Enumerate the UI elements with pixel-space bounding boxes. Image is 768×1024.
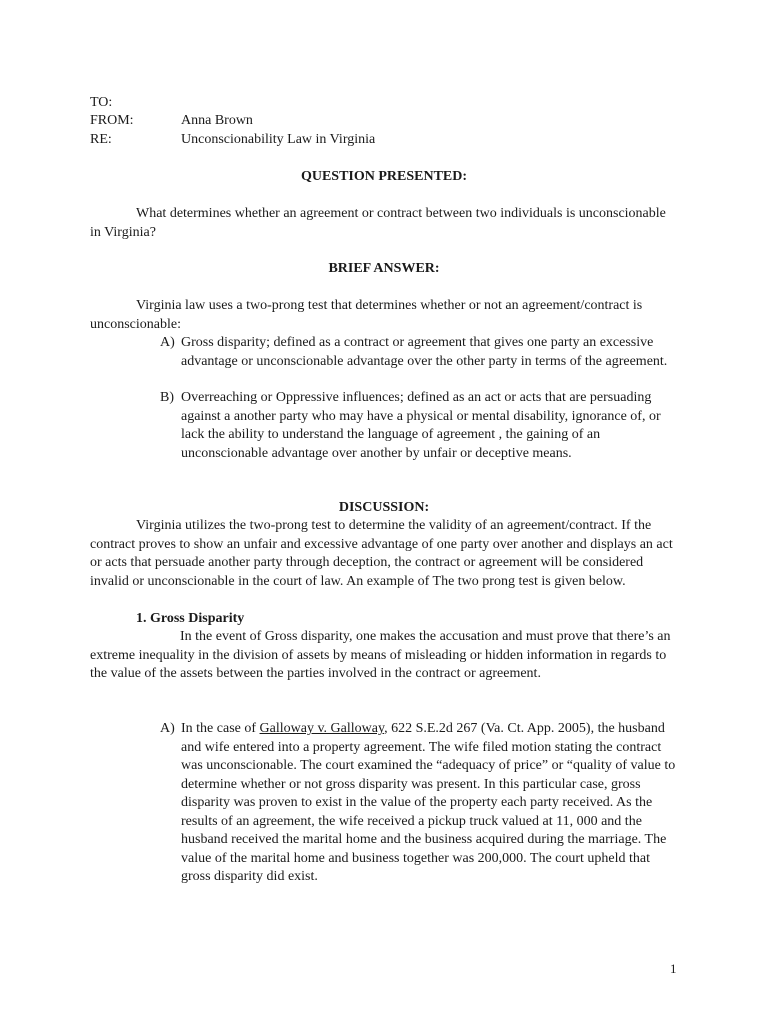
example-post-case: , 622 S.E.2d 267 (Va. Ct. App. 2005), the husband and wife entered into a property agreement. The wife filed motion stating the contract was unconscionable. The court examined the “adequacy of price” or “quality of value to determine whether or not gross disparity was present. In this particular case, gross disparity was proven to exist in the value of the property each party received. As the results of an agreement, the wife received a pickup truck valued at 11, 000 and the husband received the marital home and the business acquired during the marriage. The value of the marital home and business together was 200,000. The court upheld that gross disparity did exist.	[181, 721, 676, 884]
example-pre-case: In the case of	[181, 721, 260, 736]
case-name: Galloway v. Galloway	[259, 721, 385, 736]
gross-disparity-subheading: 1. Gross Disparity	[136, 611, 245, 626]
question-text: What determines whether an agreement or contract between two individuals is unconscionable in Virginia?	[90, 206, 666, 240]
memo-from-value: Anna Brown	[181, 113, 253, 128]
memo-re-label: RE:	[90, 132, 112, 147]
question-heading: QUESTION PRESENTED:	[300, 169, 468, 184]
memo-re-value: Unconscionability Law in Virginia	[181, 132, 376, 147]
list-marker: B)	[160, 390, 174, 405]
memo-to-label: TO:	[90, 95, 113, 110]
list-marker: A)	[160, 335, 175, 350]
example-text	[181, 720, 681, 887]
page-number: 1	[670, 961, 677, 976]
discussion-heading: DISCUSSION:	[338, 500, 430, 515]
brief-answer-heading: BRIEF ANSWER:	[328, 261, 440, 276]
gross-disparity-text: In the event of Gross disparity, one makes the accusation and must prove that there’s an extreme inequality in the division of assets by means of misleading or hidden information in regards to the value of the assets between the parties involved in the contract or agreement.	[90, 629, 671, 681]
list-marker: A)	[160, 721, 175, 736]
brief-answer-intro: Virginia law uses a two-prong test that determines whether or not an agreement/contract is unconscionable:	[90, 298, 643, 332]
list-item-text: Gross disparity; defined as a contract or agreement that gives one party an excessive advantage or unconscionable advantage over the other party in terms of the agreement.	[181, 335, 668, 369]
memo-from-label: FROM:	[90, 113, 134, 128]
list-item-text: Overreaching or Oppressive influences; defined as an act or acts that are persuading against a another party who may have a physical or mental disability, ignorance of, or lack the ability to understand the language of agreement , the gaining of an unconscionable advantage over another by unfair or deceptive means.	[181, 390, 661, 461]
discussion-intro: Virginia utilizes the two-prong test to determine the validity of an agreement/contract. If the contract proves to show an unfair and excessive advantage of one party over another and displays an act or acts that persuade another party through deception, the contract or agreement will be considered invalid or unconscionable in the court of law. An example of The two prong test is given below.	[90, 518, 673, 589]
